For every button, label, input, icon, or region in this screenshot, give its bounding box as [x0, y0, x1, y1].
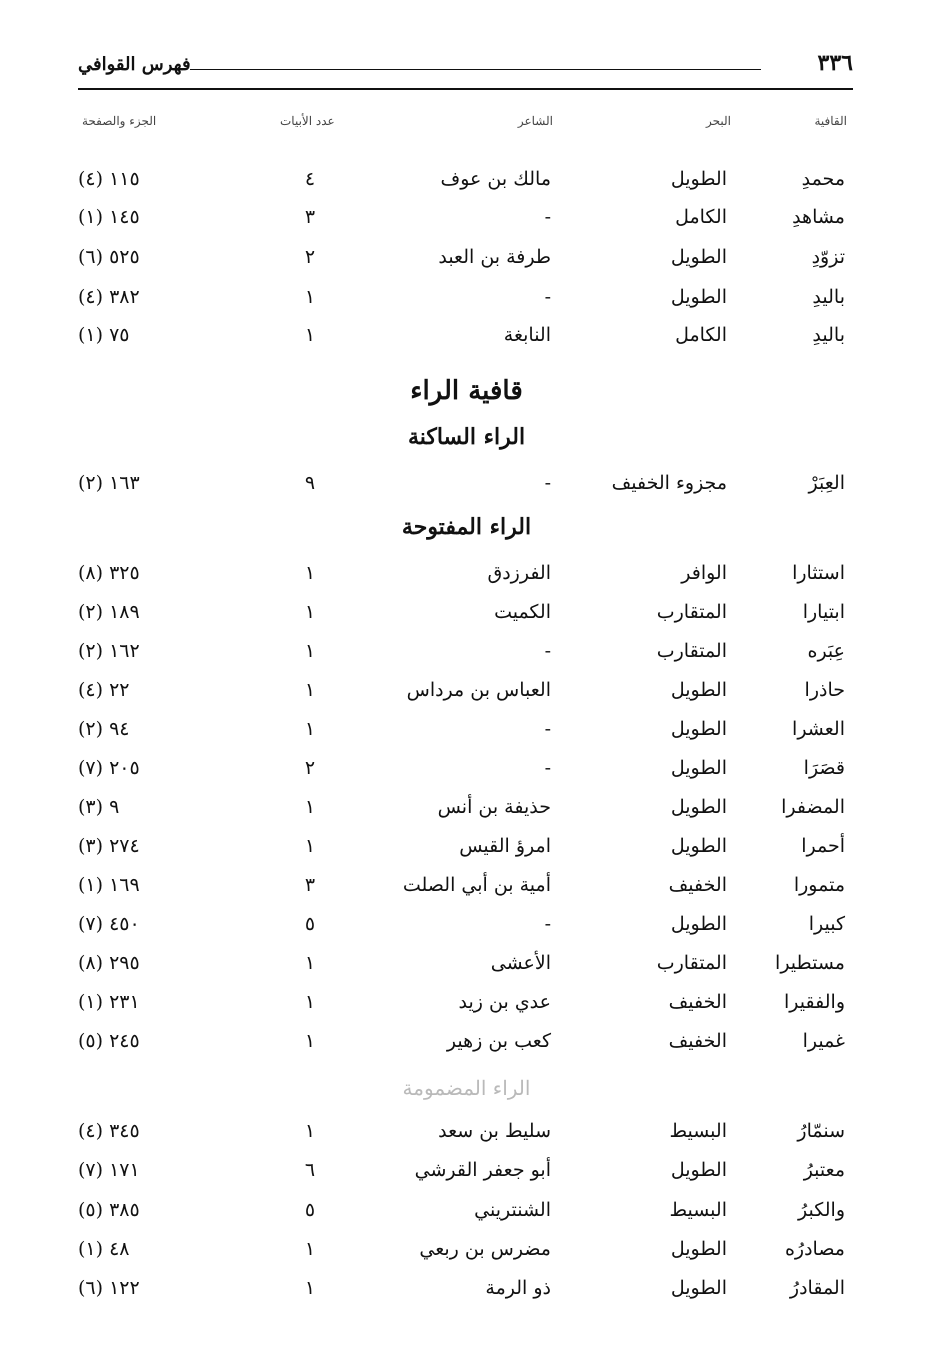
- count-cell: ١: [304, 952, 316, 974]
- column-header-ref: الجزء والصفحة: [82, 114, 157, 128]
- ref-cell: (٤) ١١٥: [78, 168, 140, 190]
- qafiya-cell: سنمّارُ: [797, 1120, 845, 1142]
- table-row: [0, 200, 933, 234]
- qafiya-cell: قصَرَا: [803, 757, 845, 779]
- section-title-ra: قافية الراء: [410, 376, 523, 406]
- qafiya-cell: تزوّدِ: [811, 246, 845, 268]
- subsection-title-madmuma: الراء المضمومة: [402, 1076, 531, 1100]
- poet-cell: العباس بن مرداس: [406, 679, 551, 701]
- bahr-cell: المتقارب: [656, 601, 727, 623]
- count-cell: ١: [304, 718, 316, 740]
- table-row: [0, 829, 933, 863]
- ref-cell: (١) ١٦٩: [78, 874, 140, 896]
- qafiya-cell: محمدِ: [801, 168, 845, 190]
- ref-cell: (٣) ٢٧٤: [78, 835, 140, 857]
- poet-cell: الأعشى: [490, 952, 551, 974]
- qafiya-cell: باليدِ: [812, 324, 845, 346]
- ref-cell: (٢) ٩٤: [78, 718, 130, 740]
- qafiya-cell: استثارا: [792, 562, 845, 584]
- count-cell: ٢: [304, 246, 316, 268]
- ref-cell: (٥) ٢٤٥: [78, 1030, 140, 1052]
- ref-cell: (١) ٢٣١: [78, 991, 140, 1013]
- count-cell: ١: [304, 1238, 316, 1260]
- bahr-cell: الطويل: [670, 718, 727, 740]
- bahr-cell: مجزوء الخفيف: [611, 472, 727, 494]
- qafiya-cell: حاذرا: [804, 679, 845, 701]
- bahr-cell: الخفيف: [668, 874, 727, 896]
- bahr-cell: الطويل: [670, 913, 727, 935]
- table-row: [0, 1114, 933, 1148]
- qafiya-cell: عِبَره: [807, 640, 845, 662]
- count-cell: ١: [304, 835, 316, 857]
- table-row: [0, 280, 933, 314]
- bahr-cell: البسيط: [669, 1199, 727, 1221]
- ref-cell: (٨) ٢٩٥: [78, 952, 140, 974]
- bahr-cell: الطويل: [670, 757, 727, 779]
- bahr-cell: البسيط: [669, 1120, 727, 1142]
- column-header-qafiya: القافية: [814, 114, 847, 128]
- ref-cell: (٢) ١٦٢: [78, 640, 140, 662]
- page-number: ٣٣٦: [817, 50, 853, 76]
- count-cell: ١: [304, 601, 316, 623]
- table-row: [0, 907, 933, 941]
- qafiya-cell: ابتيارا: [802, 601, 845, 623]
- poet-cell: أبو جعفر القرشي: [414, 1159, 551, 1181]
- ref-cell: (٨) ٣٢٥: [78, 562, 140, 584]
- table-row: [0, 946, 933, 980]
- column-header-count: عدد الأبيات: [280, 114, 335, 128]
- bahr-cell: الكامل: [675, 206, 727, 228]
- qafiya-cell: مستطيرا: [775, 952, 845, 974]
- count-cell: ١: [304, 562, 316, 584]
- count-cell: ٥: [304, 913, 316, 935]
- ref-cell: (٤) ٢٢: [78, 679, 130, 701]
- count-cell: ١: [304, 324, 316, 346]
- qafiya-cell: العشرا: [792, 718, 845, 740]
- ref-cell: (١) ٧٥: [78, 324, 130, 346]
- table-row: [0, 1153, 933, 1187]
- qafiya-cell: المقادرُ: [789, 1277, 845, 1299]
- header-rule-full: [78, 88, 853, 90]
- bahr-cell: المتقارب: [656, 952, 727, 974]
- count-cell: ٩: [304, 472, 316, 494]
- bahr-cell: الطويل: [670, 286, 727, 308]
- subsection-title-sakina: الراء الساكنة: [407, 424, 526, 450]
- bahr-cell: الطويل: [670, 246, 727, 268]
- count-cell: ٤: [304, 168, 316, 190]
- qafiya-cell: أحمرا: [801, 835, 845, 857]
- poet-cell: الشنتريني: [474, 1199, 551, 1221]
- poet-cell: -: [544, 206, 551, 228]
- count-cell: ٣: [304, 874, 316, 896]
- poet-cell: حذيفة بن أنس: [437, 796, 551, 818]
- ref-cell: (٥) ٣٨٥: [78, 1199, 140, 1221]
- qafiya-cell: كبيرا: [808, 913, 845, 935]
- table-row: [0, 985, 933, 1019]
- bahr-cell: الخفيف: [668, 1030, 727, 1052]
- ref-cell: (١) ٤٨: [78, 1238, 130, 1260]
- bahr-cell: الكامل: [675, 324, 727, 346]
- table-row: [0, 595, 933, 629]
- count-cell: ٥: [304, 1199, 316, 1221]
- count-cell: ١: [304, 796, 316, 818]
- poet-cell: الكميت: [494, 601, 551, 623]
- ref-cell: (٤) ٣٨٢: [78, 286, 140, 308]
- poet-cell: -: [544, 718, 551, 740]
- bahr-cell: الطويل: [670, 679, 727, 701]
- count-cell: ٦: [304, 1159, 316, 1181]
- table-row: [0, 466, 933, 500]
- subsection-title-maftuha: الراء المفتوحة: [401, 514, 532, 540]
- poet-cell: -: [544, 913, 551, 935]
- bahr-cell: الطويل: [670, 796, 727, 818]
- table-row: [0, 868, 933, 902]
- table-row: [0, 1024, 933, 1058]
- count-cell: ١: [304, 1120, 316, 1142]
- poet-cell: مضرس بن ربعي: [419, 1238, 551, 1260]
- bahr-cell: الوافر: [681, 562, 727, 584]
- bahr-cell: الطويل: [670, 1159, 727, 1181]
- poet-cell: ذو الرمة: [485, 1277, 551, 1299]
- poet-cell: الفرزدق: [487, 562, 551, 584]
- qafiya-cell: المضفرا: [781, 796, 845, 818]
- ref-cell: (٣) ٩: [78, 796, 120, 818]
- ref-cell: (٦) ٥٢٥: [78, 246, 140, 268]
- poet-cell: -: [544, 472, 551, 494]
- qafiya-cell: والكبرُ: [798, 1199, 845, 1221]
- ref-cell: (٢) ١٨٩: [78, 601, 140, 623]
- count-cell: ١: [304, 991, 316, 1013]
- poet-cell: سليط بن سعد: [438, 1120, 551, 1142]
- table-row: [0, 751, 933, 785]
- table-row: [0, 1271, 933, 1305]
- ref-cell: (٧) ٤٥٠: [78, 913, 140, 935]
- poet-cell: النابغة: [503, 324, 551, 346]
- column-header-bahr: البحر: [706, 114, 731, 128]
- index-title: فهرس القوافي: [78, 54, 191, 75]
- qafiya-cell: مشاهدِ: [792, 206, 845, 228]
- table-row: [0, 240, 933, 274]
- ref-cell: (٤) ٣٤٥: [78, 1120, 140, 1142]
- poet-cell: طرفة بن العبد: [438, 246, 551, 268]
- qafiya-cell: باليدِ: [812, 286, 845, 308]
- ref-cell: (٧) ١٧١: [78, 1159, 140, 1181]
- qafiya-cell: مصادرُه: [784, 1238, 845, 1260]
- table-row: [0, 634, 933, 668]
- qafiya-cell: متمورا: [793, 874, 845, 896]
- count-cell: ٣: [304, 206, 316, 228]
- table-row: [0, 556, 933, 590]
- count-cell: ١: [304, 679, 316, 701]
- bahr-cell: الطويل: [670, 1277, 727, 1299]
- table-row: [0, 673, 933, 707]
- column-header-poet: الشاعر: [517, 114, 553, 128]
- bahr-cell: الطويل: [670, 1238, 727, 1260]
- count-cell: ١: [304, 1030, 316, 1052]
- qafiya-cell: معتبرُ: [803, 1159, 845, 1181]
- poet-cell: -: [544, 286, 551, 308]
- count-cell: ٢: [304, 757, 316, 779]
- bahr-cell: الخفيف: [668, 991, 727, 1013]
- qafiya-cell: العِبَرْ: [808, 472, 845, 494]
- poet-cell: -: [544, 640, 551, 662]
- qafiya-cell: والفقيرا: [784, 991, 845, 1013]
- running-header: [78, 50, 853, 90]
- bahr-cell: الطويل: [670, 168, 727, 190]
- ref-cell: (٢) ١٦٣: [78, 472, 140, 494]
- bahr-cell: المتقارب: [656, 640, 727, 662]
- count-cell: ١: [304, 1277, 316, 1299]
- table-row: [0, 318, 933, 352]
- ref-cell: (٧) ٢٠٥: [78, 757, 140, 779]
- poet-cell: عدي بن زيد: [458, 991, 551, 1013]
- poet-cell: مالك بن عوف: [440, 168, 551, 190]
- table-row: [0, 1193, 933, 1227]
- table-row: [0, 1232, 933, 1266]
- poet-cell: أمية بن أبي الصلت: [402, 874, 551, 896]
- poet-cell: كعب بن زهير: [446, 1030, 551, 1052]
- qafiya-cell: غميرا: [802, 1030, 845, 1052]
- count-cell: ١: [304, 640, 316, 662]
- table-row: [0, 790, 933, 824]
- header-rule-short: [190, 69, 761, 70]
- poet-cell: -: [544, 757, 551, 779]
- poet-cell: امرؤ القيس: [459, 835, 551, 857]
- bahr-cell: الطويل: [670, 835, 727, 857]
- count-cell: ١: [304, 286, 316, 308]
- ref-cell: (١) ١٤٥: [78, 206, 140, 228]
- ref-cell: (٦) ١٢٢: [78, 1277, 140, 1299]
- table-row: [0, 162, 933, 196]
- table-row: [0, 712, 933, 746]
